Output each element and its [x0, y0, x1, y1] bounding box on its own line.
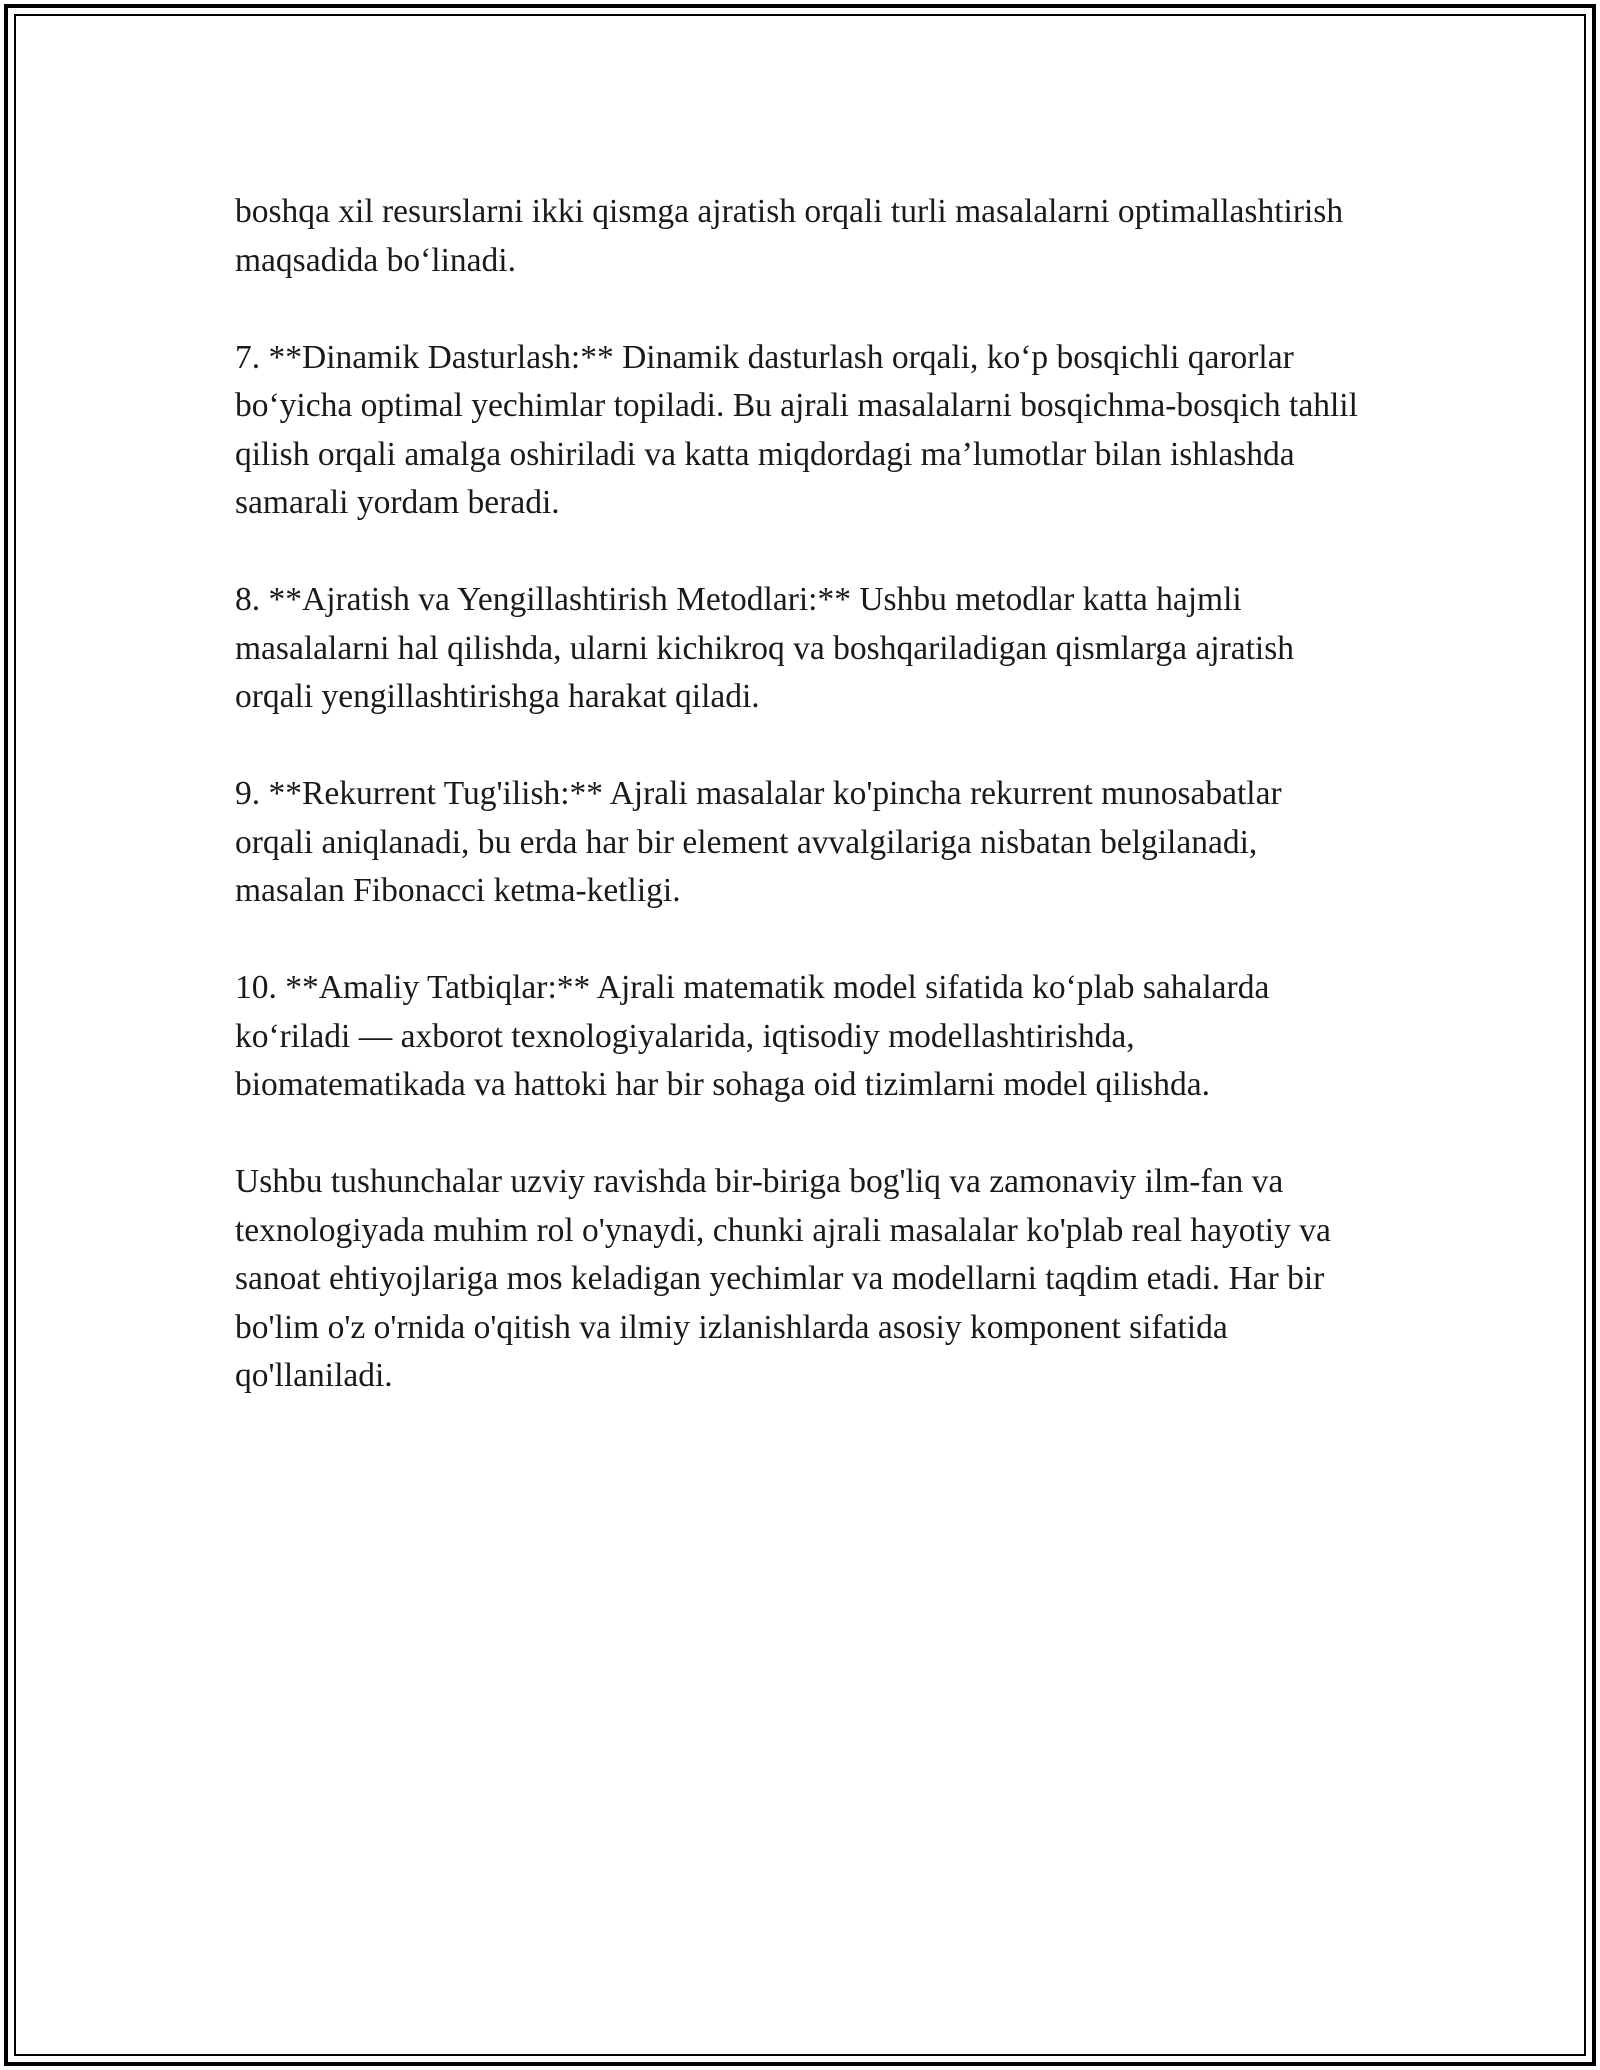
- paragraph-item-8: 8. **Ajratish va Yengillashtirish Metodlari:** Ushbu metodlar katta hajmli masalalarni hal qilishda, ularni kichikroq va boshqariladigan qismlarga ajratish orqali yengillashtirishga harakat qiladi.: [235, 581, 1294, 715]
- paragraph-item-9: 9. **Rekurrent Tug'ilish:** Ajrali masalalar ko'pincha rekurrent munosabatlar orqali aniqlanadi, bu erda har bir element avvalgilariga nisbatan belgilanadi, masalan Fibonacci ketma-ketligi.: [235, 775, 1282, 909]
- paragraph-conclusion: Ushbu tushunchalar uzviy ravishda bir-biriga bog'liq va zamonaviy ilm-fan va texnologiyada muhim rol o'ynaydi, chunki ajrali masalalar ko'plab real hayotiy va sanoat ehtiyojlariga mos keladigan yechimlar va modellarni taqdim etadi. Har bir bo'lim o'z o'rnida o'qitish va ilmiy izlanishlarda asosiy komponent sifatida qo'llaniladi.: [235, 1163, 1331, 1394]
- paragraph-continuation: boshqa xil resurslarni ikki qismga ajratish orqali turli masalalarni optimallashtirish maqsadida bo‘linadi.: [235, 193, 1344, 279]
- paragraph-item-10: 10. **Amaliy Tatbiqlar:** Ajrali matematik model sifatida ko‘plab sahalarda ko‘riladi — axborot texnologiyalarida, iqtisodiy modellashtirishda, biomatematikada va hattoki har bir sohaga oid tizimlarni model qilishda.: [235, 969, 1270, 1103]
- paragraph-item-7: 7. **Dinamik Dasturlash:** Dinamik dasturlash orqali, ko‘p bosqichli qarorlar bo‘yicha optimal yechimlar topiladi. Bu ajrali masalalarni bosqichma-bosqich tahlil qilish orqali amalga oshiriladi va katta miqdordagi ma’lumotlar bilan ishlashda samarali yordam beradi.: [235, 338, 1358, 521]
- document-body: [235, 188, 1365, 1401]
